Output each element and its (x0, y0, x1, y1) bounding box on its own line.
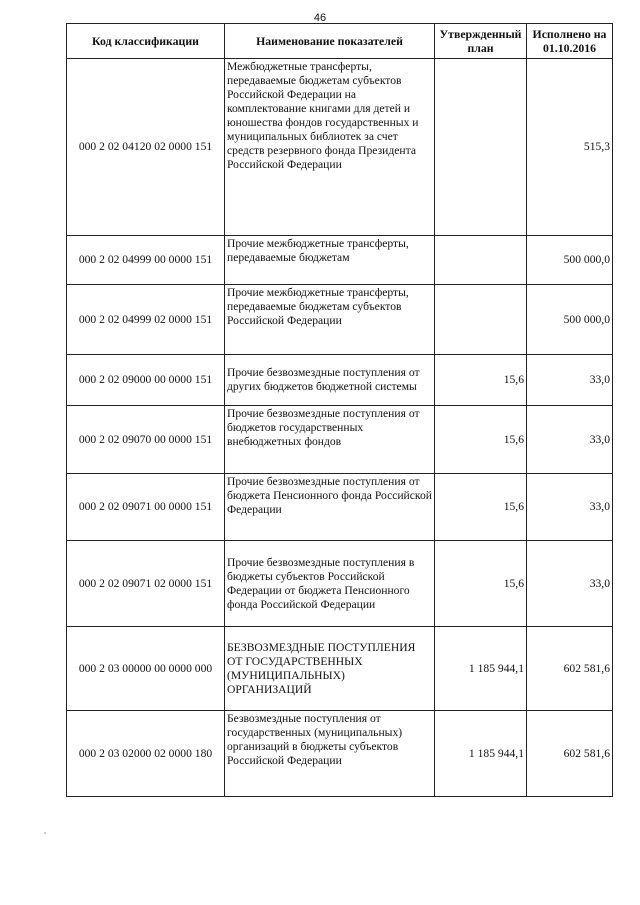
row-executed: 500 000,0 (527, 236, 613, 285)
row-executed: 500 000,0 (527, 285, 613, 355)
header-row (67, 24, 613, 59)
row-executed: 33,0 (527, 406, 613, 474)
row-executed: 602 581,6 (527, 627, 613, 711)
table-row (67, 711, 613, 797)
row-code: 000 2 03 02000 02 0000 180 (67, 711, 225, 797)
row-executed: 33,0 (527, 355, 613, 406)
table-row (67, 285, 613, 355)
row-plan: 15,6 (435, 406, 527, 474)
row-name: Прочие безвозмездные поступления от бюджетов государственных внебюджетных фондов (225, 406, 435, 474)
row-executed: 602 581,6 (527, 711, 613, 797)
header-code: Код классификации (67, 24, 225, 59)
row-code: 000 2 02 09071 00 0000 151 (67, 474, 225, 541)
header-executed: Исполнено на 01.10.2016 (527, 24, 613, 59)
row-code: 000 2 02 04999 02 0000 151 (67, 285, 225, 355)
row-plan: 15,6 (435, 355, 527, 406)
budget-table (66, 23, 613, 797)
row-executed: 515,3 (527, 59, 613, 236)
row-plan: 1 185 944,1 (435, 711, 527, 797)
row-plan: 15,6 (435, 474, 527, 541)
table-row (67, 541, 613, 627)
row-code: 000 2 02 09070 00 0000 151 (67, 406, 225, 474)
row-name: Прочие безвозмездные поступления от других бюджетов бюджетной системы (225, 355, 435, 406)
row-code: 000 2 02 09071 02 0000 151 (67, 541, 225, 627)
row-code: 000 2 02 04999 00 0000 151 (67, 236, 225, 285)
row-name: Межбюджетные трансферты, передаваемые бюджетам субъектов Российской Федерации на комплектование книгами для детей и юношества фондов государственных и муниципальных библиотек за счет средств резервного фонда Президента Российской Федерации (225, 59, 435, 236)
table-row (67, 59, 613, 236)
table-row (67, 406, 613, 474)
row-code: 000 2 03 00000 00 0000 000 (67, 627, 225, 711)
table-row (67, 355, 613, 406)
row-name: Прочие межбюджетные трансферты, передаваемые бюджетам субъектов Российской Федерации (225, 285, 435, 355)
row-name: Прочие безвозмездные поступления от бюджета Пенсионного фонда Российской Федерации (225, 474, 435, 541)
row-executed: 33,0 (527, 474, 613, 541)
row-code: 000 2 02 04120 02 0000 151 (67, 59, 225, 236)
row-plan: 15,6 (435, 541, 527, 627)
row-name: Безвозмездные поступления от государственных (муниципальных) организаций в бюджеты субъектов Российской Федерации (225, 711, 435, 797)
row-executed: 33,0 (527, 541, 613, 627)
row-name: Прочие межбюджетные трансферты, передаваемые бюджетам (225, 236, 435, 285)
row-name: БЕЗВОЗМЕЗДНЫЕ ПОСТУПЛЕНИЯ ОТ ГОСУДАРСТВЕННЫХ (МУНИЦИПАЛЬНЫХ) ОРГАНИЗАЦИЙ (225, 627, 435, 711)
header-name: Наименование показателей (225, 24, 435, 59)
row-plan: 1 185 944,1 (435, 627, 527, 711)
row-code: 000 2 02 09000 00 0000 151 (67, 355, 225, 406)
page-number: 46 (313, 12, 327, 24)
row-plan (435, 285, 527, 355)
table-row (67, 627, 613, 711)
row-plan (435, 59, 527, 236)
row-plan (435, 236, 527, 285)
header-plan: Утвержденный план (435, 24, 527, 59)
table-row (67, 236, 613, 285)
row-name: Прочие безвозмездные поступления в бюджеты субъектов Российской Федерации от бюджета Пенсионного фонда Российской Федерации (225, 541, 435, 627)
table-row (67, 474, 613, 541)
scan-speck (44, 832, 46, 834)
